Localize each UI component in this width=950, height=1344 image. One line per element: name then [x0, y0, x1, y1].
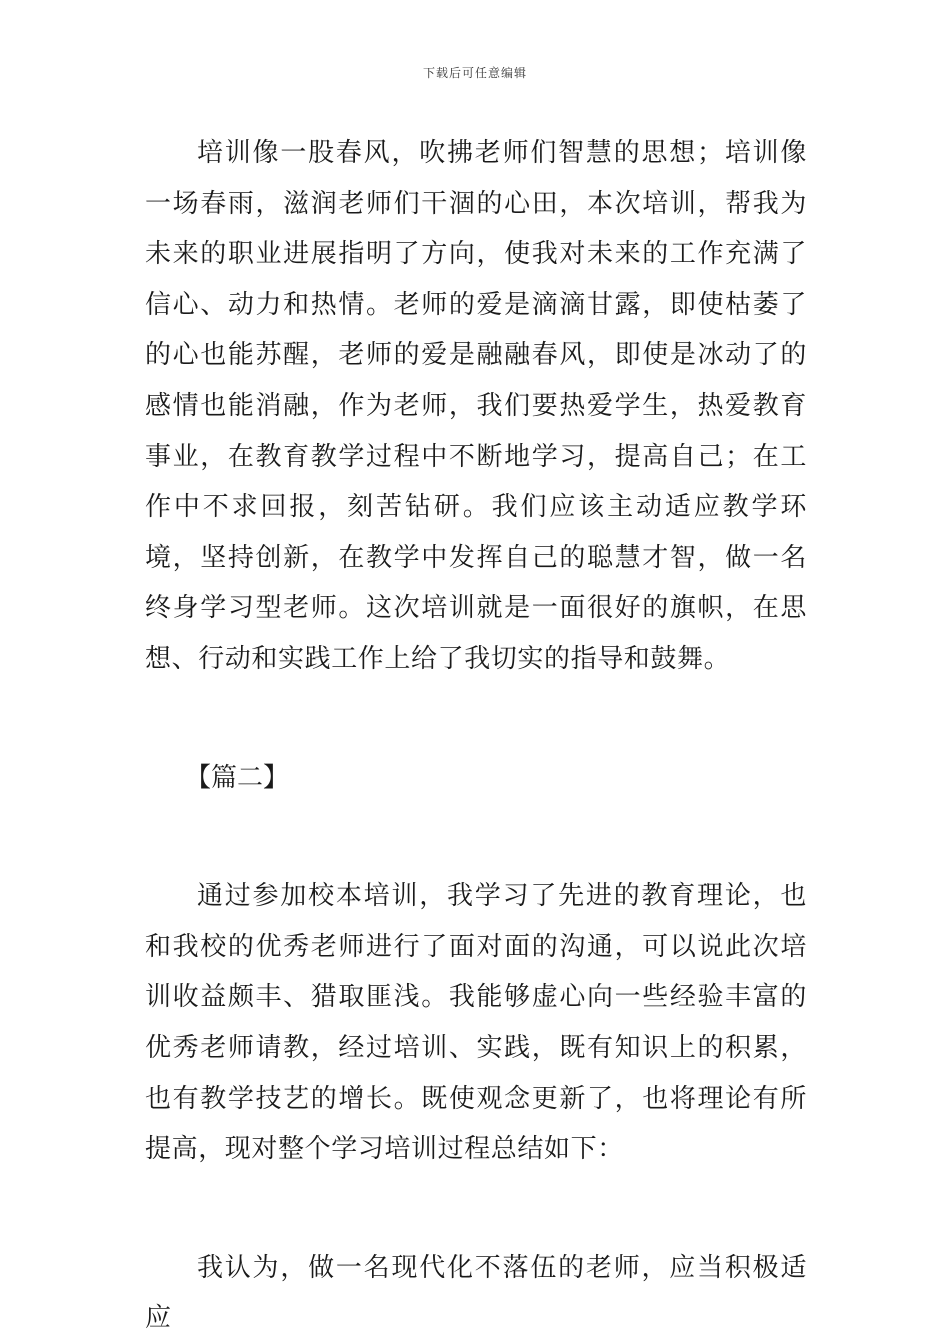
paragraph-modern-teacher: 我认为，做一名现代化不落伍的老师，应当积极适应	[145, 1252, 807, 1334]
section-heading: 【篇二】	[185, 762, 290, 793]
document-body	[145, 128, 807, 1344]
paragraph-school-training: 通过参加校本培训，我学习了先进的教育理论，也和我校的优秀老师进行了面对面的沟通，可以说此次培训收益颇丰、猎取匪浅。我能够虚心向一些经验丰富的优秀老师请教，经过培训、实践，既有知识上的积累，也有教学技艺的增长。既使观念更新了，也将理论有所提高，现对整个学习培训过程总结如下：	[145, 881, 807, 1165]
paragraph-training-reflection: 培训像一股春风，吹拂老师们智慧的思想；培训像一场春雨，滋润老师们干涸的心田，本次培训，帮我为未来的职业进展指明了方向，使我对未来的工作充满了信心、动力和热情。老师的爱是滴滴甘露，即使枯萎了的心也能苏醒，老师的爱是融融春风，即使是冰动了的感情也能消融，作为老师，我们要热爱学生，热爱教育事业，在教育教学过程中不断地学习，提高自己；在工作中不求回报，刻苦钻研。我们应该主动适应教学环境，坚持创新，在教学中发挥自己的聪慧才智，做一名终身学习型老师。这次培训就是一面很好的旗帜，在思想、行动和实践工作上给了我切实的指导和鼓舞。	[145, 138, 807, 674]
header-note: 下载后可任意编辑	[422, 66, 527, 80]
